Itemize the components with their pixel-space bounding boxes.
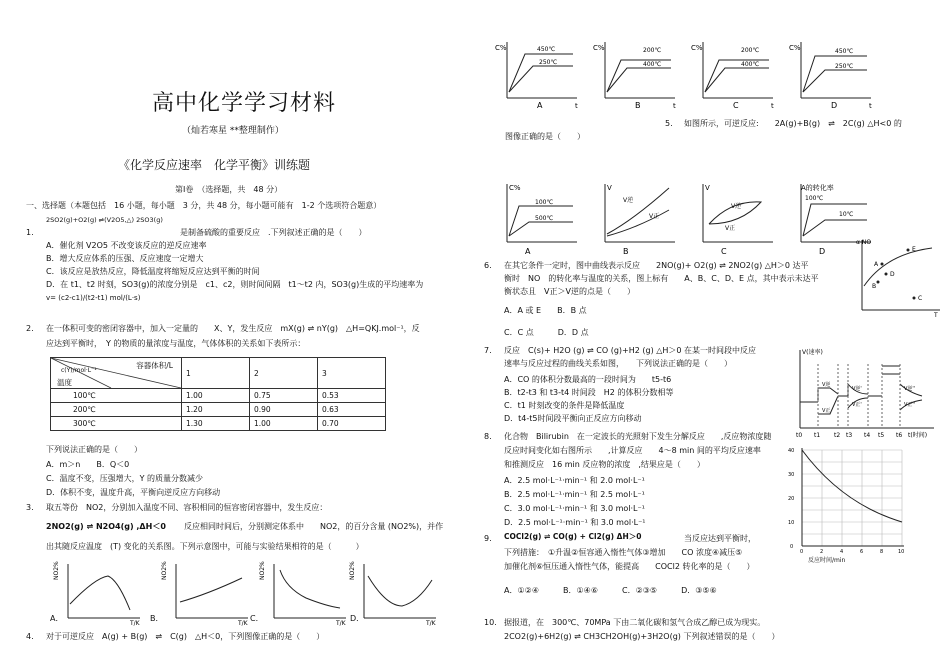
axis-label: NO2% — [53, 561, 60, 580]
tick-label: t5 — [878, 432, 885, 439]
table-cell: 300℃ — [51, 417, 182, 431]
axis-label: t — [869, 102, 872, 110]
point-label: C — [918, 295, 923, 302]
q7-stem2: 速率与反应过程的曲线关系如图， 下列说法正确的是（ ） — [504, 359, 732, 368]
tick-label: t4 — [864, 432, 871, 439]
q3-graph-a — [68, 564, 140, 618]
q10-stem: 据报道，在 300℃、70MPa 下由二氧化碳和氢气合成乙醇已成为现实。 — [504, 618, 766, 627]
axis-label: C% — [691, 44, 703, 52]
table-row — [51, 417, 386, 431]
axis-label: V(速率) — [802, 349, 823, 356]
q1-option-d: D．在 t1、t2 时刻，SO3(g)的浓度分别是 c1、c2，则时间间隔 t1～t2 内，SO3(g)生成的平均速率为 — [46, 280, 424, 289]
q7-graph — [790, 344, 940, 440]
doc-heading: 《化学反应速率 化学平衡》训练题 — [118, 158, 311, 172]
tick-label: 0 — [800, 549, 804, 555]
tick-label: 30 — [788, 472, 795, 478]
q5-number: 5. — [665, 119, 673, 128]
table-row — [51, 389, 386, 403]
q1-stem: 是制备硫酸的重要反应 .下列叙述正确的是（ ） — [180, 228, 367, 237]
q1-number: 1. — [26, 228, 34, 237]
tick-label: 10 — [788, 520, 795, 526]
axis-label: T/K — [238, 620, 248, 627]
q8-option-b: B．2.5 mol·L⁻¹·min⁻¹ 和 2.5 mol·L⁻¹ — [504, 490, 645, 499]
table-cell: 1.00 — [250, 417, 318, 431]
table-corner-conc: c(Y)/mol·L⁻¹ — [61, 367, 97, 374]
axis-label: T/K — [336, 620, 346, 627]
q9-number: 9. — [484, 534, 492, 543]
axis-label: A的转化率 — [801, 184, 834, 192]
v-label: V逆 — [731, 203, 742, 210]
doc-subtitle: （灿若寒星 **整理制作） — [182, 126, 284, 136]
q7-stem: 反应 C(s)+ H2O (g) ⇌ CO (g)+H2 (g) △H＞0 在某一时间段中反应 — [504, 346, 757, 355]
q1-option-a: A．催化剂 V2O5 不改变该反应的逆反应速率 — [46, 241, 207, 250]
q4-graph-b — [593, 42, 676, 110]
v-label: V逆 — [623, 197, 634, 204]
table-corner-temp: 温度 — [57, 378, 72, 387]
tick-label: 20 — [788, 496, 795, 502]
tick-label: t3 — [846, 432, 853, 439]
q3-label-d: D． — [350, 614, 365, 623]
q8-stem2: 反应时间变化如右图所示 ,计算反应 4～8 min 间的平均反应速率 — [504, 446, 761, 455]
q3-graph-c — [274, 564, 346, 618]
table-corner-volume: 容器体积/L — [136, 361, 173, 370]
temp-label: 400℃ — [643, 61, 662, 68]
tick-label: t0 — [796, 432, 803, 439]
v-label: V正 — [725, 225, 736, 232]
graph-label: C — [733, 101, 739, 110]
graph-label: A — [537, 101, 543, 110]
table-cell: 0.75 — [250, 389, 318, 403]
graph-label: D — [831, 101, 838, 110]
q2-stem: 在一体积可变的密闭容器中，加入一定量的 X、Y，发生反应 mX(g) ⇌ nY(g) △H=QKJ.mol⁻¹，反 — [46, 324, 420, 333]
tick-label: 40 — [788, 448, 795, 454]
q6-number: 6. — [484, 261, 492, 270]
q5-stem: 如图所示，可逆反应: 2A(g)+B(g) ⇌ 2C(g) △H<0 的 — [684, 119, 902, 128]
temp-label: 250℃ — [835, 63, 854, 70]
table-cell: 1.30 — [182, 417, 250, 431]
axis-label: T/K — [426, 620, 436, 627]
axis-label: t — [771, 102, 774, 110]
axis-label: α NO — [856, 239, 872, 246]
q5-graph-c — [703, 184, 773, 256]
graph-label: D — [819, 247, 826, 256]
q3-graph-d — [364, 564, 436, 618]
q9-options: A．①②④ B．①④⑥ C．②③⑤ D．③⑤⑥ — [504, 586, 717, 595]
table-col-header: 3 — [318, 358, 386, 389]
table-cell: 0.70 — [318, 417, 386, 431]
axis-label: t — [575, 102, 578, 110]
axis-label: T/K — [130, 620, 140, 627]
q8-stem: 化合物 Bilirubin 在一定波长的光照射下发生分解反应 ,反应物浓度随 — [504, 432, 772, 441]
axis-label: t(时间) — [908, 432, 928, 439]
tick-label: t6 — [896, 432, 903, 439]
doc-title: 高中化学学习材料 — [152, 91, 337, 116]
volume-label: 第Ⅰ卷 （选择题，共 48 分） — [175, 185, 283, 194]
q3-number: 3. — [26, 503, 34, 512]
v-label: V逆'' — [904, 386, 916, 392]
q4-stem: 对于可逆反应 A(g) + B(g) ⇌ C(g) △H＜0，下列图像正确的是（ ） — [46, 632, 325, 641]
q3-label-a: A． — [50, 614, 64, 623]
q8-number: 8. — [484, 432, 492, 441]
q10-stem2: 2CO2(g)+6H2(g) ⇌ CH3CH2OH(g)+3H2O(g) 下列叙述错误的是（ ） — [504, 632, 780, 641]
v-label: V正'' — [904, 402, 916, 408]
v-label: V正 — [649, 213, 660, 220]
temp-label: 450℃ — [537, 46, 556, 53]
q2-option-ab: A．m＞n B．Q＜0 — [46, 460, 130, 469]
axis-label: T — [934, 312, 938, 319]
q6-graph — [852, 236, 944, 318]
q3-label-c: C． — [250, 614, 264, 623]
q3-graph-b — [176, 564, 248, 618]
axis-label: C% — [593, 44, 605, 52]
q3-stem2: 反应相同时间后，分别测定体系中 NO2，的百分含量 (NO2%)，并作 — [184, 522, 444, 531]
v-label: V正 — [822, 408, 831, 414]
q4-graph-d — [789, 42, 872, 110]
q2-option-c: C．温度不变，压强增大，Y 的质量分数减少 — [46, 474, 204, 483]
tick-label: 4 — [840, 549, 844, 555]
tick-label: 8 — [880, 549, 884, 555]
tick-label: 6 — [860, 549, 864, 555]
point-label: B — [872, 283, 877, 290]
temp-label: 250℃ — [539, 59, 558, 66]
section-heading: 一、选择题（本题包括 16 小题，每小题 3 分，共 48 分，每小题可能有 1-2 个选项符合题意） — [26, 201, 382, 210]
graph-label: C — [721, 247, 727, 256]
q3-stem: 取五等份 NO2，分别加入温度不同、容积相同的恒容密闭容器中，发生反应： — [46, 503, 328, 512]
table-row — [51, 403, 386, 417]
tick-label: t2 — [834, 432, 841, 439]
graph-label: B — [623, 247, 629, 256]
tick-label: 0 — [790, 544, 794, 550]
table-cell: 200℃ — [51, 403, 182, 417]
axis-label: t — [673, 102, 676, 110]
q8-stem3: 和推测反应 16 min 反应物的浓度 ,结果应是（ ） — [504, 460, 705, 469]
axis-label: NO2% — [259, 561, 266, 580]
table-cell: 1.20 — [182, 403, 250, 417]
temp-label: 200℃ — [643, 47, 662, 54]
q3-label-b: B． — [150, 614, 164, 623]
temp-label: 500℃ — [535, 215, 554, 222]
q5-graph-b — [605, 184, 675, 256]
table-corner — [51, 358, 182, 389]
tick-label: 10 — [898, 549, 905, 555]
axis-label: NO2% — [161, 561, 168, 580]
q7-option-c: C．t1 时刻改变的条件是降低温度 — [504, 401, 625, 410]
q7-number: 7. — [484, 346, 492, 355]
table-cell: 1.00 — [182, 389, 250, 403]
q8-option-a: A．2.5 mol·L⁻¹·min⁻¹ 和 2.0 mol·L⁻¹ — [504, 476, 645, 485]
q6-stem2: 衡时 NO 的转化率与温度的关系，图上标有 A、B、C、D、E 点，其中表示未达平 — [504, 274, 819, 283]
table-cell: 100℃ — [51, 389, 182, 403]
q3-stem3: 出其随反应温度 (T) 变化的关系图。下列示意图中，可能与实验结果相符的是（ ） — [46, 542, 364, 551]
q7-option-d: D．t4-t5时间段平衡向正反应方向移动 — [504, 414, 642, 423]
table-cell: 0.90 — [250, 403, 318, 417]
table-col-header: 2 — [250, 358, 318, 389]
q2-ask: 下列说法正确的是（ ） — [46, 445, 142, 454]
table-cell: 0.53 — [318, 389, 386, 403]
q1-option-d-formula: v= (c2-c1)/(t2-t1) mol/(L·s) — [46, 294, 141, 302]
q2-stem2: 应达到平衡时， Y 的物质的量浓度与温度，气体体积的关系如下表所示： — [46, 339, 306, 348]
q4-graph-c — [691, 42, 774, 110]
q2-table — [50, 357, 386, 431]
q2-option-d: D．体积不变，温度升高，平衡向逆反应方向移动 — [46, 488, 221, 497]
axis-label: V — [607, 184, 612, 192]
axis-label: C% — [509, 184, 521, 192]
axis-label: V — [705, 184, 710, 192]
q8-graph — [784, 442, 914, 554]
q8-xlabel: 反应时间/min — [808, 557, 846, 564]
q4-number: 4. — [26, 632, 34, 641]
q9-stem2: 下列措施： ①升温②恒容通入惰性气体③增加 CO 浓度④减压⑤ — [504, 548, 743, 557]
q1-option-b: B．增大反应体系的压强、反应速度一定增大 — [46, 254, 204, 263]
table-col-header: 1 — [182, 358, 250, 389]
q1-equation: 2SO2(g)+O2(g) ⇌(V2O5,△) 2SO3(g) — [46, 216, 163, 224]
temp-label: 400℃ — [741, 61, 760, 68]
graph-label: B — [635, 101, 641, 110]
q9-stem: 当反应达到平衡时， — [684, 534, 756, 543]
axis-label: C% — [495, 44, 507, 52]
q5-stem2: 图像正确的是（ ） — [505, 132, 585, 141]
q6-options-cd: C．C 点 D．D 点 — [504, 328, 589, 337]
v-label: V逆' — [852, 386, 862, 392]
point-label: E — [912, 246, 916, 253]
temp-label: 100℃ — [535, 199, 554, 206]
q4-graph-a — [495, 42, 578, 110]
table-cell: 0.63 — [318, 403, 386, 417]
temp-label: 10℃ — [839, 211, 854, 218]
q10-number: 10. — [484, 618, 497, 627]
tick-label: t1 — [814, 432, 821, 439]
temp-label: 200℃ — [741, 47, 760, 54]
q6-stem3: 衡状态且 V正＞V逆的点是（ ） — [504, 287, 635, 296]
v-label: V逆 — [822, 382, 831, 388]
q6-options-ab: A．A 或 E B．B 点 — [504, 306, 587, 315]
temp-label: 100℃ — [805, 195, 824, 202]
q1-option-c: C．该反应是放热反应，降低温度将缩短反应达到平衡的时间 — [46, 267, 260, 276]
q6-stem: 在其它条件一定时，图中曲线表示反应 2NO(g)+ O2(g) ⇌ 2NO2(g) △H＞0 达平 — [504, 261, 809, 270]
tick-label: 2 — [820, 549, 824, 555]
q4-graphs — [495, 38, 885, 114]
q7-option-a: A．CO 的体积分数最高的一段时间为 t5-t6 — [504, 375, 672, 384]
axis-label: NO2% — [349, 561, 356, 580]
q3-equation: 2NO2(g) ⇌ N2O4(g) ,ΔH＜0 — [46, 522, 166, 531]
graph-label: A — [525, 247, 531, 256]
q5-graph-a — [507, 184, 577, 256]
point-label: A — [874, 261, 879, 268]
q9-equation: COCl2(g) ⇌ CO(g) + Cl2(g) ΔH＞0 — [504, 532, 642, 541]
axis-label: C% — [789, 44, 801, 52]
q8-option-d: D．2.5 mol·L⁻¹·min⁻¹ 和 3.0 mol·L⁻¹ — [504, 518, 646, 527]
q2-number: 2. — [26, 324, 34, 333]
q5-graphs — [495, 180, 875, 256]
q7-option-b: B．t2-t3 和 t3-t4 时间段 H2 的体积分数相等 — [504, 388, 674, 397]
point-label: D — [890, 271, 895, 278]
q8-option-c: C．3.0 mol·L⁻¹·min⁻¹ 和 3.0 mol·L⁻¹ — [504, 504, 645, 513]
q9-stem3: 加催化剂⑥恒压通入惰性气体，能提高 COCl2 转化率的是（ ） — [504, 562, 755, 571]
temp-label: 450℃ — [835, 48, 854, 55]
v-label: V正' — [852, 402, 862, 408]
